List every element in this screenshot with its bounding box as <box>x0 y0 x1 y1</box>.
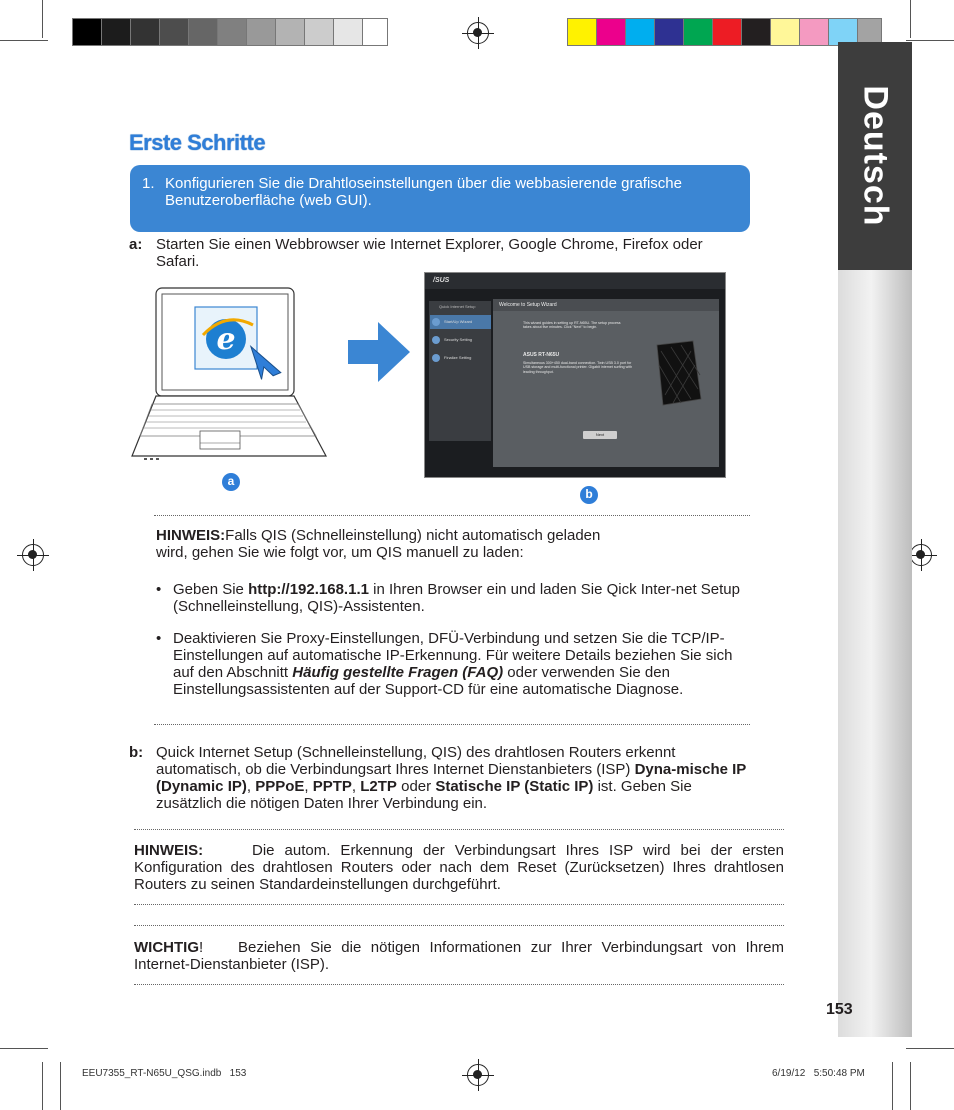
step-b-sep: , <box>304 778 313 795</box>
router-features-text: Simultaneous 300+450 dual-band connection. Twin USB 3.0 port for USB storage and multi-functional printer. Gigabit internet surfing with leading throughput. <box>523 361 633 374</box>
divider <box>134 925 784 926</box>
important-label-text: WICHTIG <box>134 939 199 956</box>
step-b-or: oder <box>396 778 436 795</box>
note-2-body: Die autom. Erkennung der Verbindungsart Ihres ISP wird bei der ersten Konfiguration des drahtlosen Routers oder nach dem Reset (Zurücksetzen) Ihres drahtlosen Routers zu seinen Standardeinstellungen durchgeführt. <box>134 842 784 893</box>
step-1-box <box>130 165 750 232</box>
note-1-bullet-2 <box>173 630 747 698</box>
step-b-label: b: <box>129 744 144 761</box>
conn-type-static-ip: Statische IP (Static IP) <box>435 778 594 795</box>
router-device-icon <box>651 339 705 407</box>
router-nav-title: Quick Internet Setup <box>439 304 476 309</box>
right-arrow-icon <box>348 322 410 382</box>
bullet-1-text-pre: Geben Sie <box>173 581 249 598</box>
router-nav-finalize-setting: Finalize Setting <box>430 351 491 365</box>
page-number: 153 <box>826 1001 853 1018</box>
step-1-text: Konfigurieren Sie die Drahtloseinstellungen über die webbasierende grafische Benutzeroberfläche (web GUI). <box>165 175 682 209</box>
step-b-sep: , <box>246 778 256 795</box>
bullet-marker: • <box>156 630 162 647</box>
divider <box>134 984 784 985</box>
step-a-label: a: <box>129 236 143 253</box>
language-tab <box>838 42 912 270</box>
divider <box>134 904 784 905</box>
divider <box>134 829 784 830</box>
step-1-number: 1. <box>142 175 155 192</box>
router-page-header: Welcome to Setup Wizard <box>493 299 719 311</box>
language-tab-label: Deutsch <box>856 85 895 227</box>
router-nav-startup-wizard: Start/Up Wizard <box>430 315 491 329</box>
bullet-marker: • <box>156 581 162 598</box>
router-next-button: Next <box>583 431 617 439</box>
section-title: Erste Schritte <box>129 130 266 155</box>
note-2-label: HINWEIS: <box>134 842 204 859</box>
faq-reference: Häufig gestellte Fragen (FAQ) <box>292 664 504 681</box>
note-1-paragraph <box>156 527 606 561</box>
conn-type-l2tp: L2TP <box>360 778 397 795</box>
note-1-text: Falls QIS (Schnelleinstellung) nicht automatisch geladen wird, gehen Sie wie folgt vor, um QIS manuell zu laden: <box>156 527 601 561</box>
router-model-name: ASUS RT-N65U <box>523 352 560 358</box>
important-body: Beziehen Sie die nötigen Informationen zur Ihrer Verbindungsart von Ihrem Internet-Dienstanbieter (ISP). <box>134 939 784 973</box>
step-a-text: Starten Sie einen Webbrowser wie Internet Explorer, Google Chrome, Firefox oder Safari. <box>156 236 703 270</box>
step-b-sep: , <box>351 778 361 795</box>
router-nav-security-setting: Security Setting <box>430 333 491 347</box>
divider <box>154 515 750 516</box>
router-intro-text: This wizard guides in setting up RT-N65U. The setup process takes about five minutes. Click "Next" to begin. <box>523 321 621 330</box>
router-brand-logo: /SUS <box>433 277 450 284</box>
bullet-2-text-pre: Deaktivieren Sie Proxy-Einstellungen, DFÜ-Verbindung und setzen Sie die TCP/IP-Einstellungen auf automatische IP-Erkennung. Für weitere Details beziehen Sie sich auf den Abschnitt <box>173 630 733 681</box>
important-exclamation: ! <box>199 939 204 956</box>
conn-type-pppoe: PPPoE <box>255 778 305 795</box>
figure-badge-b: b <box>580 486 598 504</box>
bullet-1-text-post: in Ihren Browser ein und laden Sie Qick Inter-net Setup (Schnelleinstellung, QIS)-Assistenten. <box>173 581 740 615</box>
router-web-gui-screenshot <box>424 272 726 478</box>
svg-text:e: e <box>216 322 236 357</box>
figure-badge-a: a <box>222 473 240 491</box>
router-url: http://192.168.1.1 <box>248 581 369 598</box>
registration-mark-top-icon <box>467 22 489 44</box>
note-2-text <box>134 842 784 893</box>
step-b-text-end: ist. Geben Sie zusätzlich die nötigen Daten Ihrer Verbindung ein. <box>156 778 692 812</box>
divider <box>154 724 750 725</box>
internet-explorer-icon <box>193 305 283 380</box>
footer-timestamp: 6/19/12 5:50:48 PM <box>772 1068 865 1079</box>
registration-mark-right-icon <box>910 544 932 566</box>
note-1-bullet-1 <box>173 581 747 615</box>
step-b-text-1: Quick Internet Setup (Schnelleinstellung, QIS) des drahtlosen Routers erkennt automatisch, ob die Verbindungsart Ihres Internet Dienstanbieters (ISP) <box>156 744 676 778</box>
bullet-2-text-post: oder verwenden Sie den Einstellungsassistenten auf der Support-CD für eine automatische Diagnose. <box>173 664 684 698</box>
conn-type-pptp: PPTP <box>312 778 352 795</box>
conn-type-dynamic-ip: Dyna-mische IP (Dynamic IP) <box>156 761 747 795</box>
step-b-text <box>156 744 756 812</box>
note-1-label: HINWEIS: <box>156 527 226 544</box>
registration-mark-left-icon <box>22 544 44 566</box>
footer-file-info: EEU7355_RT-N65U_QSG.indb 153 <box>82 1068 247 1079</box>
important-text <box>134 939 784 973</box>
registration-mark-bottom-icon <box>467 1064 489 1086</box>
